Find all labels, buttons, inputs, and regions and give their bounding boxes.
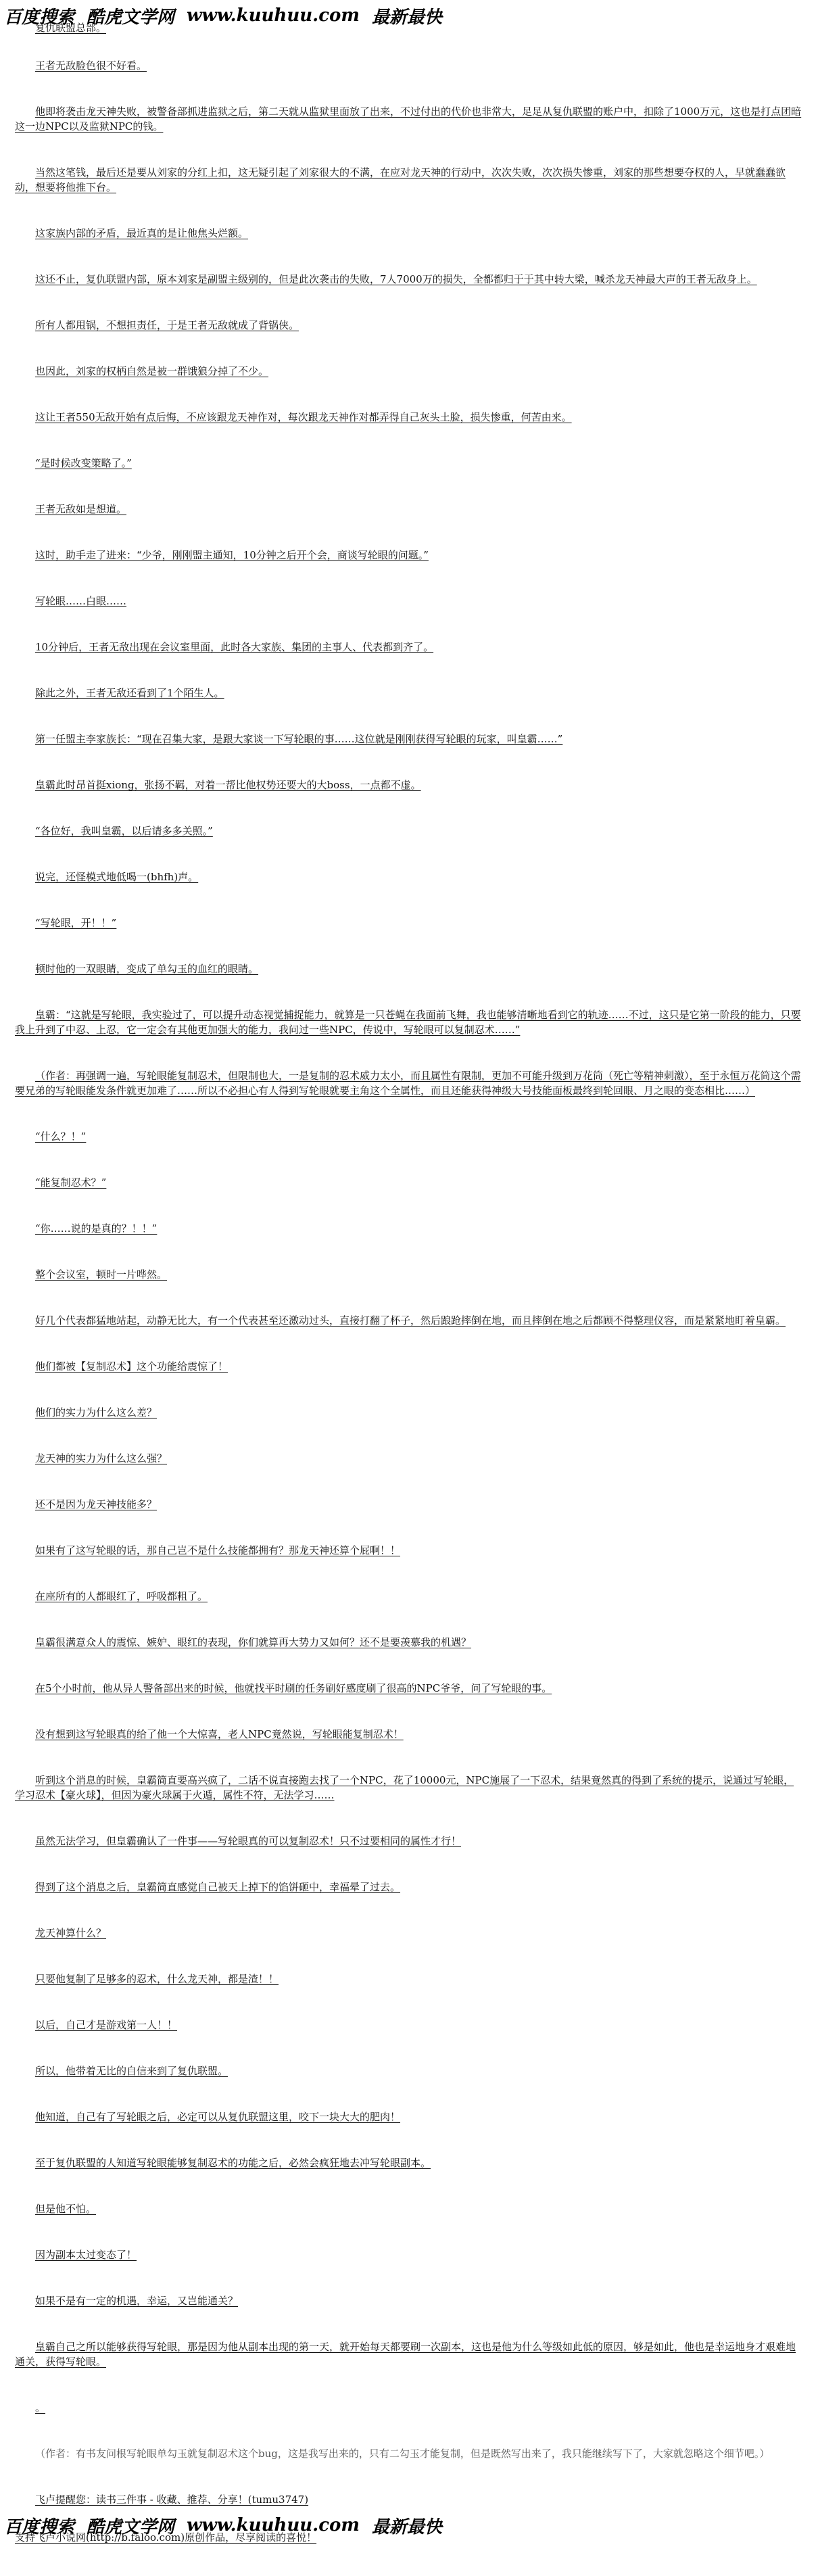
- paragraph: 所以，他带着无比的自信来到了复仇联盟。: [35, 2065, 228, 2077]
- banner-tail: 最新最快: [371, 2517, 442, 2537]
- paragraph: 整个会议室，顿时一片哗然。: [35, 1268, 168, 1281]
- paragraph: “写轮眼，开！！”: [35, 917, 117, 929]
- paragraph: 在座所有的人都眼红了，呼吸都粗了。: [35, 1590, 208, 1602]
- paragraph: 龙天神的实力为什么这么强？: [35, 1452, 168, 1464]
- paragraph: 在5个小时前，他从异人警备部出来的时候，他就找平时刷的任务刷好感度刷了很高的NPC爷爷，问了写轮眼的事。: [35, 1682, 552, 1694]
- paragraph: 只要他复制了足够多的忍术，什么龙天神，都是渣！！: [35, 1973, 279, 1985]
- paragraph: “能复制忍术？”: [35, 1176, 107, 1189]
- paragraph: 因为副本太过变态了！: [35, 2249, 137, 2261]
- banner-site2: 酷虎文学网: [87, 2517, 175, 2537]
- reader-reminder: 支持飞卢小说网(http://b.faloo.com)原创作品，尽享阅读的喜悦！: [15, 2531, 317, 2544]
- paragraph: 还不是因为龙天神技能多？: [35, 1498, 158, 1510]
- paragraph: 他们都被【复制忍术】这个功能给震惊了！: [35, 1360, 228, 1373]
- banner-site2: 酷虎文学网: [87, 7, 175, 28]
- paragraph: 龙天神算什么？: [35, 1927, 107, 1939]
- paragraph: 虽然无法学习，但皇霸确认了一件事——写轮眼真的可以复制忍术！只不过要相同的属性才行！: [35, 1835, 462, 1847]
- chapter-body: [0, 20, 818, 2576]
- paragraph: 这家族内部的矛盾，最近真的是让他焦头烂额。: [35, 227, 249, 239]
- paragraph: 王者无敌如是想道。: [35, 503, 127, 515]
- paragraph: 第一任盟主李家族长：“现在召集大家，是跟大家谈一下写轮眼的事……这位就是刚刚获得写轮眼的玩家，叫皇霸……”: [35, 733, 563, 745]
- paragraph: 听到这个消息的时候，皇霸简直要高兴疯了，二话不说直接跑去找了一个NPC，花了10000元，NPC施展了一下忍术，结果竟然真的得到了系统的提示，说通过写轮眼，学习忍术【豪火球】，但因为豪火球属于火遁，属性不符，无法学习……: [15, 1774, 794, 1801]
- banner-url[interactable]: www.kuuhuu.com: [187, 2515, 360, 2535]
- paragraph: 如果有了这写轮眼的话，那自己岂不是什么技能都拥有？那龙天神还算个屁啊！！: [35, 1544, 401, 1556]
- paragraph: 以后，自己才是游戏第一人！！: [35, 2019, 178, 2031]
- paragraph: 这还不止，复仇联盟内部，原本刘家是副盟主级别的，但是此次袭击的失败，7人7000万的损失，全都都归于于其中转大梁，喊杀龙天神最大声的王者无敌身上。: [35, 273, 757, 285]
- paragraph-mark: （作者：有书友问根写轮眼单勾玉就复制忍术这个bug，这是我写出来的，只有二勾玉才能复制，但是既然写出来了，我只能继续写下了，大家就忽略这个细节吧。）: [35, 2448, 770, 2460]
- paragraph: 这时，助手走了进来：“少爷，刚刚盟主通知，10分钟之后开个会，商谈写轮眼的问题。”: [35, 549, 429, 561]
- paragraph: 也因此，刘家的权柄自然是被一群饿狼分掉了不少。: [35, 365, 269, 377]
- paragraph: 说完，还怪模式地低喝一(bhfh)声。: [35, 871, 199, 883]
- paragraph: 皇霸很满意众人的震惊、嫉妒、眼红的表现，你们就算再大势力又如何？还不是要羡慕我的机遇？: [35, 1636, 472, 1648]
- paragraph: 除此之外，王者无敌还看到了1个陌生人。: [35, 687, 224, 699]
- paragraph: 至于复仇联盟的人知道写轮眼能够复制忍术的功能之后，必然会疯狂地去冲写轮眼副本。: [35, 2157, 431, 2169]
- paragraph: 复仇联盟总部。: [35, 22, 107, 34]
- paragraph: （作者：再强调一遍，写轮眼能复制忍术，但限制也大，一是复制的忍术威力太小，而且属性有限制，更加不可能升级到万花筒（死亡等精神刺激），至于永恒万花筒这个需要兄弟的写轮眼能发条件就更加难了……所以不必担心有人得到写轮眼就要主角这个全属性，而且还能获得神级大号技能面板最终到轮回眼、月之眼的变态相比……）: [15, 1070, 801, 1097]
- banner-site1: 百度搜索: [4, 2517, 75, 2537]
- paragraph: 所有人都甩锅，不想担责任，于是王者无敌就成了背锅侠。: [35, 319, 299, 331]
- paragraph: 好几个代表都猛地站起，动静无比大，有一个代表甚至还激动过头，直接打翻了杯子，然后踉跄摔倒在地，而且摔倒在地之后都顾不得整理仪容，而是紧紧地盯着皇霸。: [35, 1314, 786, 1327]
- paragraph: “你……说的是真的？！！”: [35, 1222, 158, 1235]
- paragraph: “什么？！”: [35, 1130, 87, 1143]
- paragraph: 写轮眼……白眼……: [35, 595, 127, 607]
- paragraph: 王者无敌脸色很不好看。: [35, 59, 147, 72]
- banner-url[interactable]: www.kuuhuu.com: [187, 5, 360, 26]
- paragraph: 。: [35, 2402, 46, 2414]
- paragraph: 这让王者550无敌开始有点后悔，不应该跟龙天神作对，每次跟龙天神作对都弄得自己灰头土脸，损失惨重，何苦由来。: [35, 411, 572, 423]
- paragraph: 没有想到这写轮眼真的给了他一个大惊喜，老人NPC竟然说，写轮眼能复制忍术！: [35, 1728, 404, 1740]
- paragraph: 他们的实力为什么这么差？: [35, 1406, 158, 1418]
- paragraph: 皇霸自己之所以能够获得写轮眼，那是因为他从副本出现的第一天，就开始每天都要刷一次副本，这也是他为什么等级如此低的原因，够是如此，他也是幸运地身才艰难地通关，获得写轮眼。: [15, 2341, 796, 2368]
- banner-site1: 百度搜索: [4, 7, 75, 28]
- paragraph: 顿时他的一双眼睛，变成了单勾玉的血红的眼睛。: [35, 963, 259, 975]
- site-banner-bottom: [0, 2510, 818, 2541]
- paragraph: 他即将袭击龙天神失败，被警备部抓进监狱之后，第二天就从监狱里面放了出来，不过付出的代价也非常大，足足从复仇联盟的账户中，扣除了1000万元，这也是打点团暗这一边NPC以及监狱NPC的钱。: [15, 105, 802, 133]
- paragraph: 当然这笔钱，最后还是要从刘家的分红上扣，这无疑引起了刘家很大的不满，在应对龙天神的行动中，次次失败，次次损失惨重，刘家的那些想要夺权的人，早就蠢蠢欲动，想要将他推下台。: [15, 166, 786, 193]
- paragraph: “是时候改变策略了。”: [35, 457, 132, 469]
- paragraph: 但是他不怕。: [35, 2203, 97, 2215]
- paragraph: “各位好，我叫皇霸，以后请多多关照。”: [35, 825, 213, 837]
- paragraph: 10分钟后，王者无敌出现在会议室里面，此时各大家族、集团的主事人、代表都到齐了。: [35, 641, 434, 653]
- paragraph: 得到了这个消息之后，皇霸简直感觉自己被天上掉下的馅饼砸中，幸福晕了过去。: [35, 1881, 401, 1893]
- paragraph: 如果不是有一定的机遇，幸运，又岂能通关？: [35, 2295, 239, 2307]
- banner-tail: 最新最快: [371, 7, 442, 28]
- author-note: 飞卢提醒您：读书三件事 - 收藏、推荐、分享！(tumu3747): [35, 2494, 309, 2506]
- paragraph: 皇霸：“这就是写轮眼，我实验过了，可以提升动态视觉捕捉能力，就算是一只苍蝇在我面前飞舞，我也能够清晰地看到它的轨迹……不过，这只是它第一阶段的能力，只要我上升到了中忍、上忍，它一定会有其他更加强大的能力，我问过一些NPC，传说中，写轮眼可以复制忍术……”: [15, 1009, 801, 1036]
- paragraph: 皇霸此时昂首挺xiong，张扬不羁，对着一帮比他权势还要大的大boss，一点都不虚。: [35, 779, 421, 791]
- paragraph: 他知道，自己有了写轮眼之后，必定可以从复仇联盟这里，咬下一块大大的肥肉！: [35, 2111, 401, 2123]
